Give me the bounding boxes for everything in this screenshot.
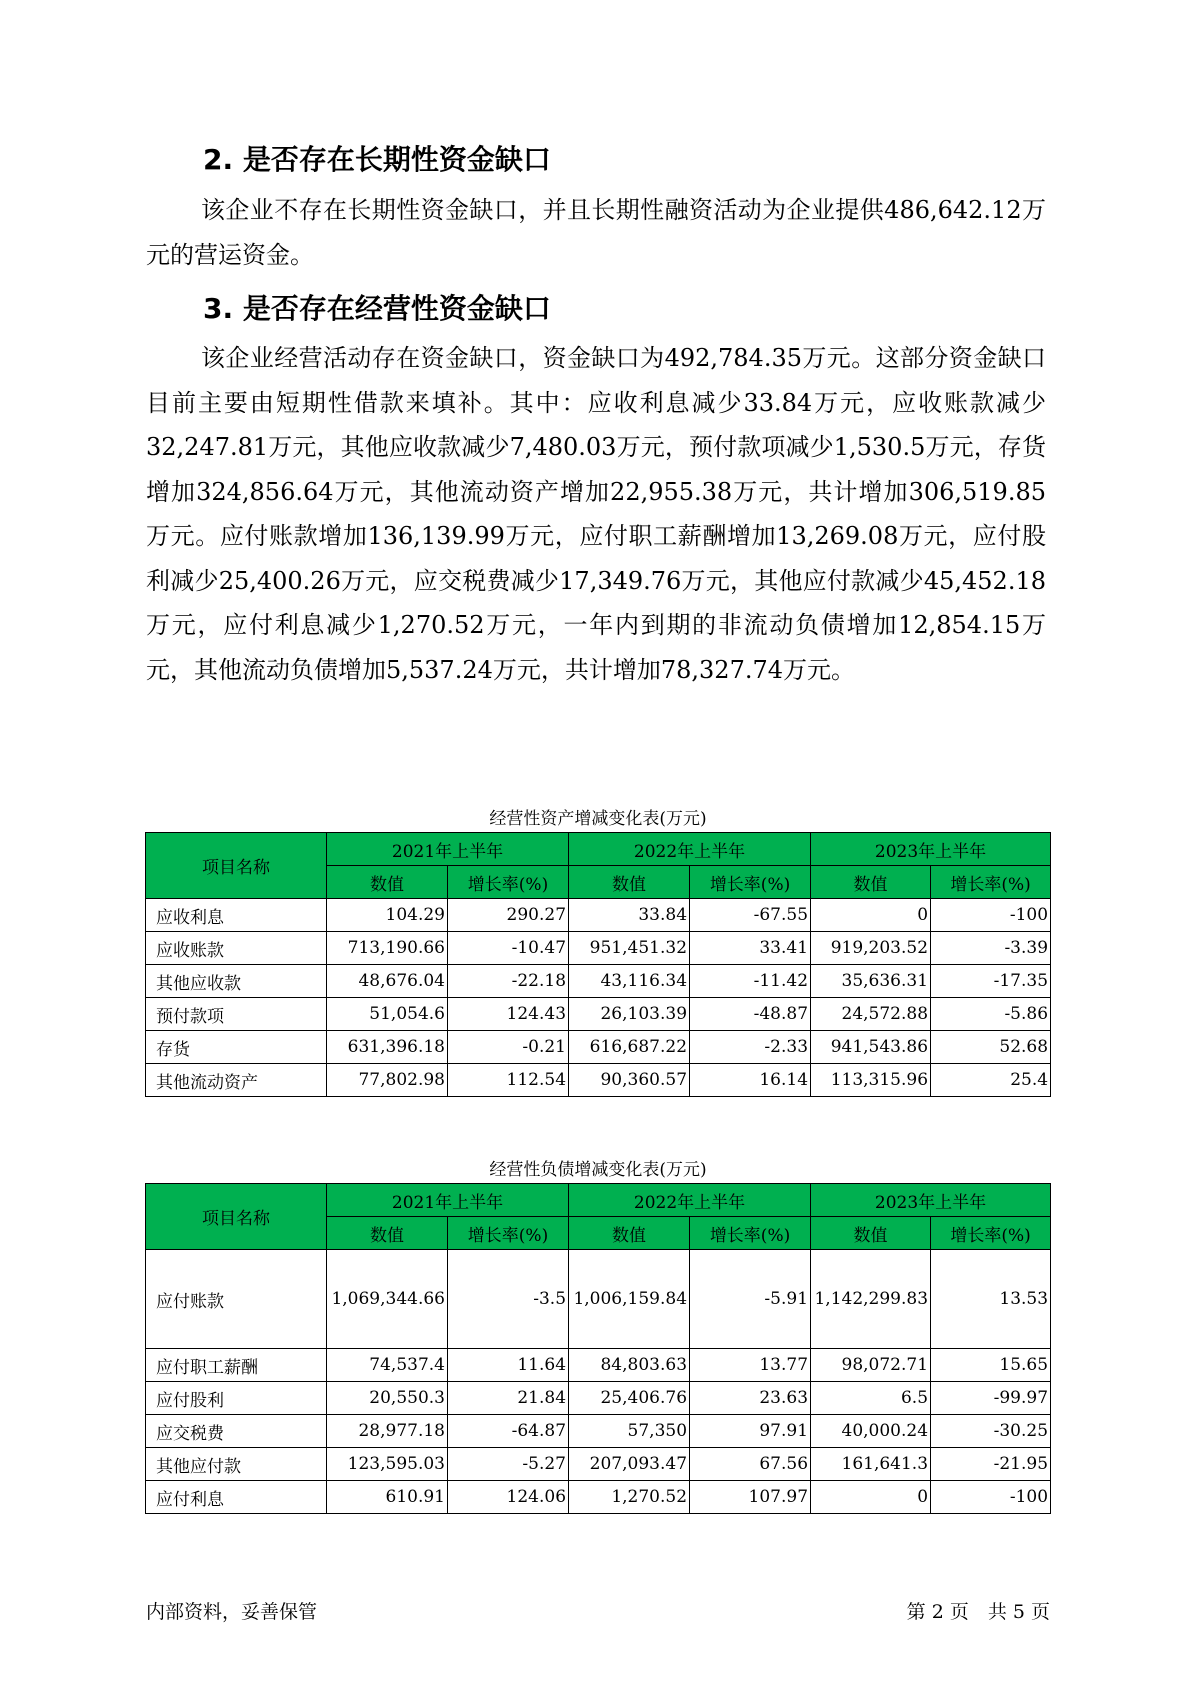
cell-value-text: 1,069,344.66 bbox=[331, 1289, 445, 1309]
table-row bbox=[146, 899, 1051, 932]
cell-growth-2023: -100 bbox=[931, 1481, 1051, 1514]
cell-value-2022: 1,270.52 bbox=[569, 1481, 690, 1514]
cell-value-2022: 90,360.57 bbox=[569, 1064, 690, 1097]
row-label: 应付利息 bbox=[146, 1481, 327, 1514]
paragraph-operating-gap: 该企业经营活动存在资金缺口，资金缺口为492,784.35万元。这部分资金缺口目前主要由短期性借款来填补。其中：应收利息减少33.84万元，应收账款减少32,247.81万元，其他应收款减少7,480.03万元，预付款项减少1,530.5万元，存货增加324,856.64万元，其他流动资产增加22,955.38万元，共计增加306,519.85万元。应付账款增加136,139.99万元，应付职工薪酬增加13,269.08万元，应付股利减少25,400.26万元，应交税费减少17,349.76万元，其他应付款减少45,452.18万元，应付利息减少1,270.52万元，一年内到期的非流动负债增加12,854.15万元，其他流动负债增加5,537.24万元，共计增加78,327.74万元。 bbox=[146, 344, 1046, 684]
header-year-2022: 2022年上半年 bbox=[569, 833, 811, 866]
row-label: 应收账款 bbox=[146, 932, 327, 965]
cell-growth-2023: -3.39 bbox=[931, 932, 1051, 965]
footer-confidential-note: 内部资料，妥善保管 bbox=[146, 1601, 318, 1623]
cell-growth-2022: -48.87 bbox=[690, 998, 811, 1031]
paragraph-long-term-gap: 该企业不存在长期性资金缺口，并且长期性融资活动为企业提供486,642.12万元的营运资金。 bbox=[146, 196, 1046, 269]
cell-growth-2021: -5.27 bbox=[448, 1448, 569, 1481]
row-label: 其他应收款 bbox=[146, 965, 327, 998]
header-item-name: 项目名称 bbox=[146, 833, 327, 899]
assets-table bbox=[145, 832, 1051, 1097]
cell-value-2023: 98,072.71 bbox=[811, 1349, 931, 1382]
table-row bbox=[146, 1349, 1051, 1382]
row-label: 存货 bbox=[146, 1031, 327, 1064]
cell-growth-2022: 33.41 bbox=[690, 932, 811, 965]
row-label: 应付股利 bbox=[146, 1382, 327, 1415]
header-growth: 增长率(%) bbox=[690, 1217, 811, 1250]
cell-value-2023: 6.5 bbox=[811, 1382, 931, 1415]
cell-value-2023: 941,543.86 bbox=[811, 1031, 931, 1064]
header-year-2021: 2021年上半年 bbox=[327, 833, 569, 866]
header-growth: 增长率(%) bbox=[931, 1217, 1051, 1250]
cell-growth-2022: 23.63 bbox=[690, 1382, 811, 1415]
cell-growth-2022: -5.91 bbox=[690, 1250, 811, 1349]
cell-growth-2022: 97.91 bbox=[690, 1415, 811, 1448]
cell-value-2022: 25,406.76 bbox=[569, 1382, 690, 1415]
cell-value-2022: 616,687.22 bbox=[569, 1031, 690, 1064]
cell-value-2023 bbox=[811, 1250, 931, 1349]
row-label: 其他应付款 bbox=[146, 1448, 327, 1481]
table-header-row bbox=[146, 833, 1051, 866]
table-row bbox=[146, 1250, 1051, 1349]
row-label: 其他流动资产 bbox=[146, 1064, 327, 1097]
cell-value-2021: 123,595.03 bbox=[327, 1448, 448, 1481]
row-label: 应付职工薪酬 bbox=[146, 1349, 327, 1382]
cell-value-2021: 631,396.18 bbox=[327, 1031, 448, 1064]
cell-value-2022: 26,103.39 bbox=[569, 998, 690, 1031]
header-value: 数值 bbox=[811, 1217, 931, 1250]
header-value: 数值 bbox=[327, 1217, 448, 1250]
assets-table-caption: 经营性资产增减变化表(万元) bbox=[489, 809, 707, 829]
table-row bbox=[146, 965, 1051, 998]
section-title-operating-gap: 3. 是否存在经营性资金缺口 bbox=[203, 292, 551, 325]
cell-growth-2021: -64.87 bbox=[448, 1415, 569, 1448]
cell-growth-2021: -3.5 bbox=[448, 1250, 569, 1349]
cell-value-2023: 113,315.96 bbox=[811, 1064, 931, 1097]
section-title-long-term-gap: 2. 是否存在长期性资金缺口 bbox=[203, 143, 551, 176]
cell-value-2023: 35,636.31 bbox=[811, 965, 931, 998]
cell-growth-2023: -99.97 bbox=[931, 1382, 1051, 1415]
cell-growth-2022: 16.14 bbox=[690, 1064, 811, 1097]
cell-value-2021: 77,802.98 bbox=[327, 1064, 448, 1097]
cell-value-2023: 40,000.24 bbox=[811, 1415, 931, 1448]
cell-value-2023: 919,203.52 bbox=[811, 932, 931, 965]
table-row bbox=[146, 1481, 1051, 1514]
cell-value-2021: 74,537.4 bbox=[327, 1349, 448, 1382]
cell-growth-2021: -10.47 bbox=[448, 932, 569, 965]
table-header-row bbox=[146, 1184, 1051, 1217]
table-row bbox=[146, 932, 1051, 965]
table-row bbox=[146, 1031, 1051, 1064]
header-year-2021: 2021年上半年 bbox=[327, 1184, 569, 1217]
cell-value-2021: 104.29 bbox=[327, 899, 448, 932]
row-label: 应付账款 bbox=[146, 1250, 327, 1349]
cell-growth-2023: -30.25 bbox=[931, 1415, 1051, 1448]
cell-value-2021: 28,977.18 bbox=[327, 1415, 448, 1448]
header-value: 数值 bbox=[569, 866, 690, 899]
cell-growth-2023: 25.4 bbox=[931, 1064, 1051, 1097]
table-row bbox=[146, 1448, 1051, 1481]
cell-growth-2022: 107.97 bbox=[690, 1481, 811, 1514]
table-row bbox=[146, 1415, 1051, 1448]
cell-value-text: 1,006,159.84 bbox=[573, 1289, 688, 1309]
cell-growth-2023: 15.65 bbox=[931, 1349, 1051, 1382]
cell-growth-2021: -22.18 bbox=[448, 965, 569, 998]
table-row bbox=[146, 1064, 1051, 1097]
liabilities-table bbox=[145, 1183, 1051, 1514]
cell-value-2021: 713,190.66 bbox=[327, 932, 448, 965]
cell-growth-2022: -11.42 bbox=[690, 965, 811, 998]
cell-growth-2023: 52.68 bbox=[931, 1031, 1051, 1064]
header-value: 数值 bbox=[811, 866, 931, 899]
cell-value-2023: 0 bbox=[811, 899, 931, 932]
cell-value-text: 1,142,299.83 bbox=[814, 1289, 929, 1309]
cell-growth-2021: 21.84 bbox=[448, 1382, 569, 1415]
cell-growth-2022: 67.56 bbox=[690, 1448, 811, 1481]
cell-value-2023: 24,572.88 bbox=[811, 998, 931, 1031]
header-growth: 增长率(%) bbox=[448, 1217, 569, 1250]
cell-growth-2021: 112.54 bbox=[448, 1064, 569, 1097]
cell-value-2021: 610.91 bbox=[327, 1481, 448, 1514]
header-year-2023: 2023年上半年 bbox=[811, 1184, 1051, 1217]
cell-growth-2023: -100 bbox=[931, 899, 1051, 932]
cell-growth-2022: -2.33 bbox=[690, 1031, 811, 1064]
cell-value-2021: 48,676.04 bbox=[327, 965, 448, 998]
cell-growth-2021: 124.43 bbox=[448, 998, 569, 1031]
header-item-name: 项目名称 bbox=[146, 1184, 327, 1250]
cell-growth-2022: 13.77 bbox=[690, 1349, 811, 1382]
header-value: 数值 bbox=[569, 1217, 690, 1250]
cell-growth-2021: -0.21 bbox=[448, 1031, 569, 1064]
liabilities-table-caption: 经营性负债增减变化表(万元) bbox=[489, 1160, 707, 1180]
cell-value-2021: 20,550.3 bbox=[327, 1382, 448, 1415]
cell-value-2022: 207,093.47 bbox=[569, 1448, 690, 1481]
cell-value-2022: 43,116.34 bbox=[569, 965, 690, 998]
cell-value-2022: 951,451.32 bbox=[569, 932, 690, 965]
footer-page-number: 第 2 页 共 5 页 bbox=[906, 1601, 1050, 1623]
cell-value-2022 bbox=[569, 1250, 690, 1349]
cell-value-2023: 0 bbox=[811, 1481, 931, 1514]
cell-growth-2022: -67.55 bbox=[690, 899, 811, 932]
cell-value-2022: 33.84 bbox=[569, 899, 690, 932]
cell-growth-2023: -5.86 bbox=[931, 998, 1051, 1031]
header-growth: 增长率(%) bbox=[448, 866, 569, 899]
cell-value-2022: 57,350 bbox=[569, 1415, 690, 1448]
table-row bbox=[146, 1382, 1051, 1415]
cell-growth-2023: 13.53 bbox=[931, 1250, 1051, 1349]
cell-growth-2021: 290.27 bbox=[448, 899, 569, 932]
cell-value-2022: 84,803.63 bbox=[569, 1349, 690, 1382]
table-row bbox=[146, 998, 1051, 1031]
header-value: 数值 bbox=[327, 866, 448, 899]
cell-value-2021 bbox=[327, 1250, 448, 1349]
cell-growth-2021: 11.64 bbox=[448, 1349, 569, 1382]
cell-growth-2023: -21.95 bbox=[931, 1448, 1051, 1481]
cell-growth-2023: -17.35 bbox=[931, 965, 1051, 998]
cell-growth-2021: 124.06 bbox=[448, 1481, 569, 1514]
row-label: 应交税费 bbox=[146, 1415, 327, 1448]
header-growth: 增长率(%) bbox=[690, 866, 811, 899]
cell-value-2023: 161,641.3 bbox=[811, 1448, 931, 1481]
cell-value-2021: 51,054.6 bbox=[327, 998, 448, 1031]
header-year-2023: 2023年上半年 bbox=[811, 833, 1051, 866]
row-label: 预付款项 bbox=[146, 998, 327, 1031]
header-growth: 增长率(%) bbox=[931, 866, 1051, 899]
row-label: 应收利息 bbox=[146, 899, 327, 932]
header-year-2022: 2022年上半年 bbox=[569, 1184, 811, 1217]
